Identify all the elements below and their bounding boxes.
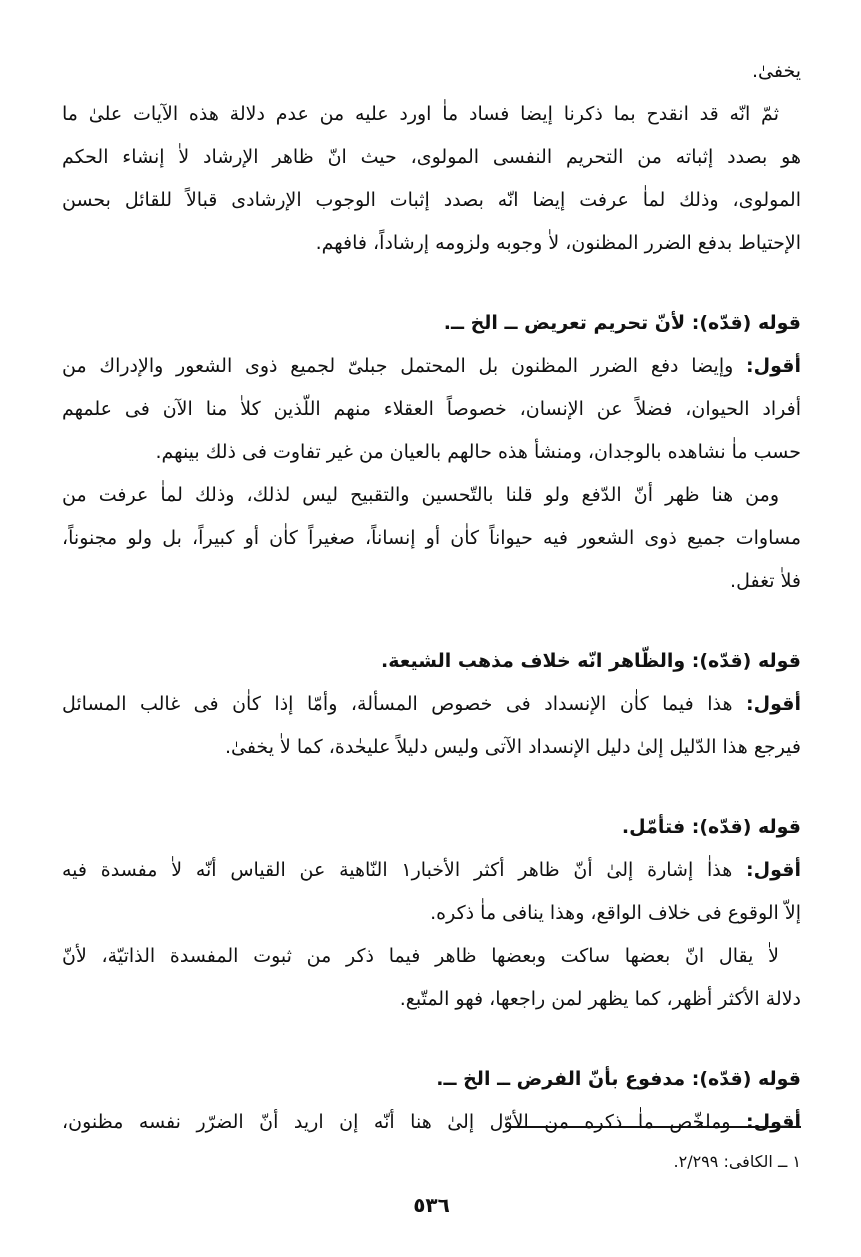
text-line [62,683,801,726]
aqul-label: أقول: [746,355,801,377]
text-line: لاٰ يقال انّ بعضها ساكت وبعضها ظاهر فيما ذكر من ثبوت المفسدة الذاتيّة، لأنّ [62,945,779,967]
text-line [62,1101,801,1144]
text-line: المولوى، وذلك لماٰ عرفت إيضا انّه بصدد إثبات الوجوب الإرشادى قبالاً للقائل بحسن [62,189,801,211]
text-line: الإحتياط بدفع الضرر المظنون، لاٰ وجوبه ولزومه إرشاداً، فافهم. [315,232,801,254]
text-line: فلاٰ تغفل. [730,570,801,592]
section-heading: قوله (قدّه): لأنّ تحريم تعريض ــ الخ ــ. [443,312,801,334]
aqul-label: أقول: [746,1111,801,1133]
text-line: فيرجع هذا الدّليل إلىٰ دليل الإنسداد الآتى وليس دليلاً عليحٰدة، كما لاٰ يخفىٰ. [224,736,801,758]
text-line: ثمّ انّه قد انقدح بما ذكرنا إيضا فساد ماٰ اورد عليه من عدم دلالة هذه الآيات علىٰ ما [62,103,779,125]
commentary-section-1 [62,302,801,603]
section-heading: قوله (قدّه): والظّاهر انّه خلاف مذهب الشيعة. [381,650,801,672]
section-heading: قوله (قدّه): مدفوع بأنّ الفرض ــ الخ ــ. [436,1068,801,1090]
text-line-rest: وملخّص ماٰ ذكره من الأوّل إلىٰ هنا أنّه إن اريد أنّ الضرّر نفسه مظنون، [62,1111,747,1133]
footnote: ١ ــ الكافى: ٢/٢٩٩. [673,1152,801,1171]
text-line: هو بصدد إثباته من التحريم النفسى المولوى، حيث انّ ظاهر الإرشاد لاٰ إنشاء الحكم [62,146,801,168]
text-line-rest: هذا فيما كاٰن الإنسداد فى خصوص المسألة، وأمّا إذا كاٰن فى غالب المسائل [62,693,747,715]
page-number: ٥٣٦ [413,1193,450,1217]
commentary-section-3 [62,806,801,1021]
aqul-label: أقول: [746,859,801,881]
text-line: ومن هنا ظهر أنّ الدّفع ولو قلنا بالتّحسين والتقبيح ليس لذلك، وذلك لماٰ عرفت من [62,484,779,506]
section-heading: قوله (قدّه): فتأمّل. [621,816,801,838]
footnote-divider [509,1126,801,1128]
text-line: دلالة الأكثر أظهر، كما يظهر لمن راجعها، فهو المتّبع. [399,988,801,1010]
text-line: حسب ماٰ نشاهده بالوجدان، ومنشأ هذه حالهم بالعيان من غير تفاوت فى ذلك بينهم. [155,441,801,463]
text-line [62,345,801,388]
text-line-rest: وإيضا دفع الضرر المظنون بل المحتمل جبلىّ لجميع ذوى الشعور والإدراك من [62,355,747,377]
text-line: أفراد الحيوان، فضلاً عن الإنسان، خصوصاً العقلاء منهم اللّذين كلاٰ منا الآن فى علمهم [62,398,801,420]
aqul-label: أقول: [746,693,801,715]
text-line [62,849,801,892]
commentary-section-2 [62,640,801,769]
continuation-line: يخفىٰ. [751,60,801,82]
paragraph-1 [62,93,801,265]
book-page [62,50,801,1257]
text-line: إلاّ الوقوع فى خلاف الواقع، وهذا ينافى ماٰ ذكره. [430,902,801,924]
text-line-rest: هذاٰ إشارة إلىٰ أنّ ظاهر أكثر الأخبار١ النّاهية عن القياس أنّه لاٰ مفسدة فيه [62,859,747,881]
text-line: مساوات جميع ذوى الشعور فيه حيواناً كاٰن أو إنساناً، صغيراً كاٰن أو كبيراً، بل ولو مجنوناً، [62,527,801,549]
commentary-section-4 [62,1058,801,1144]
